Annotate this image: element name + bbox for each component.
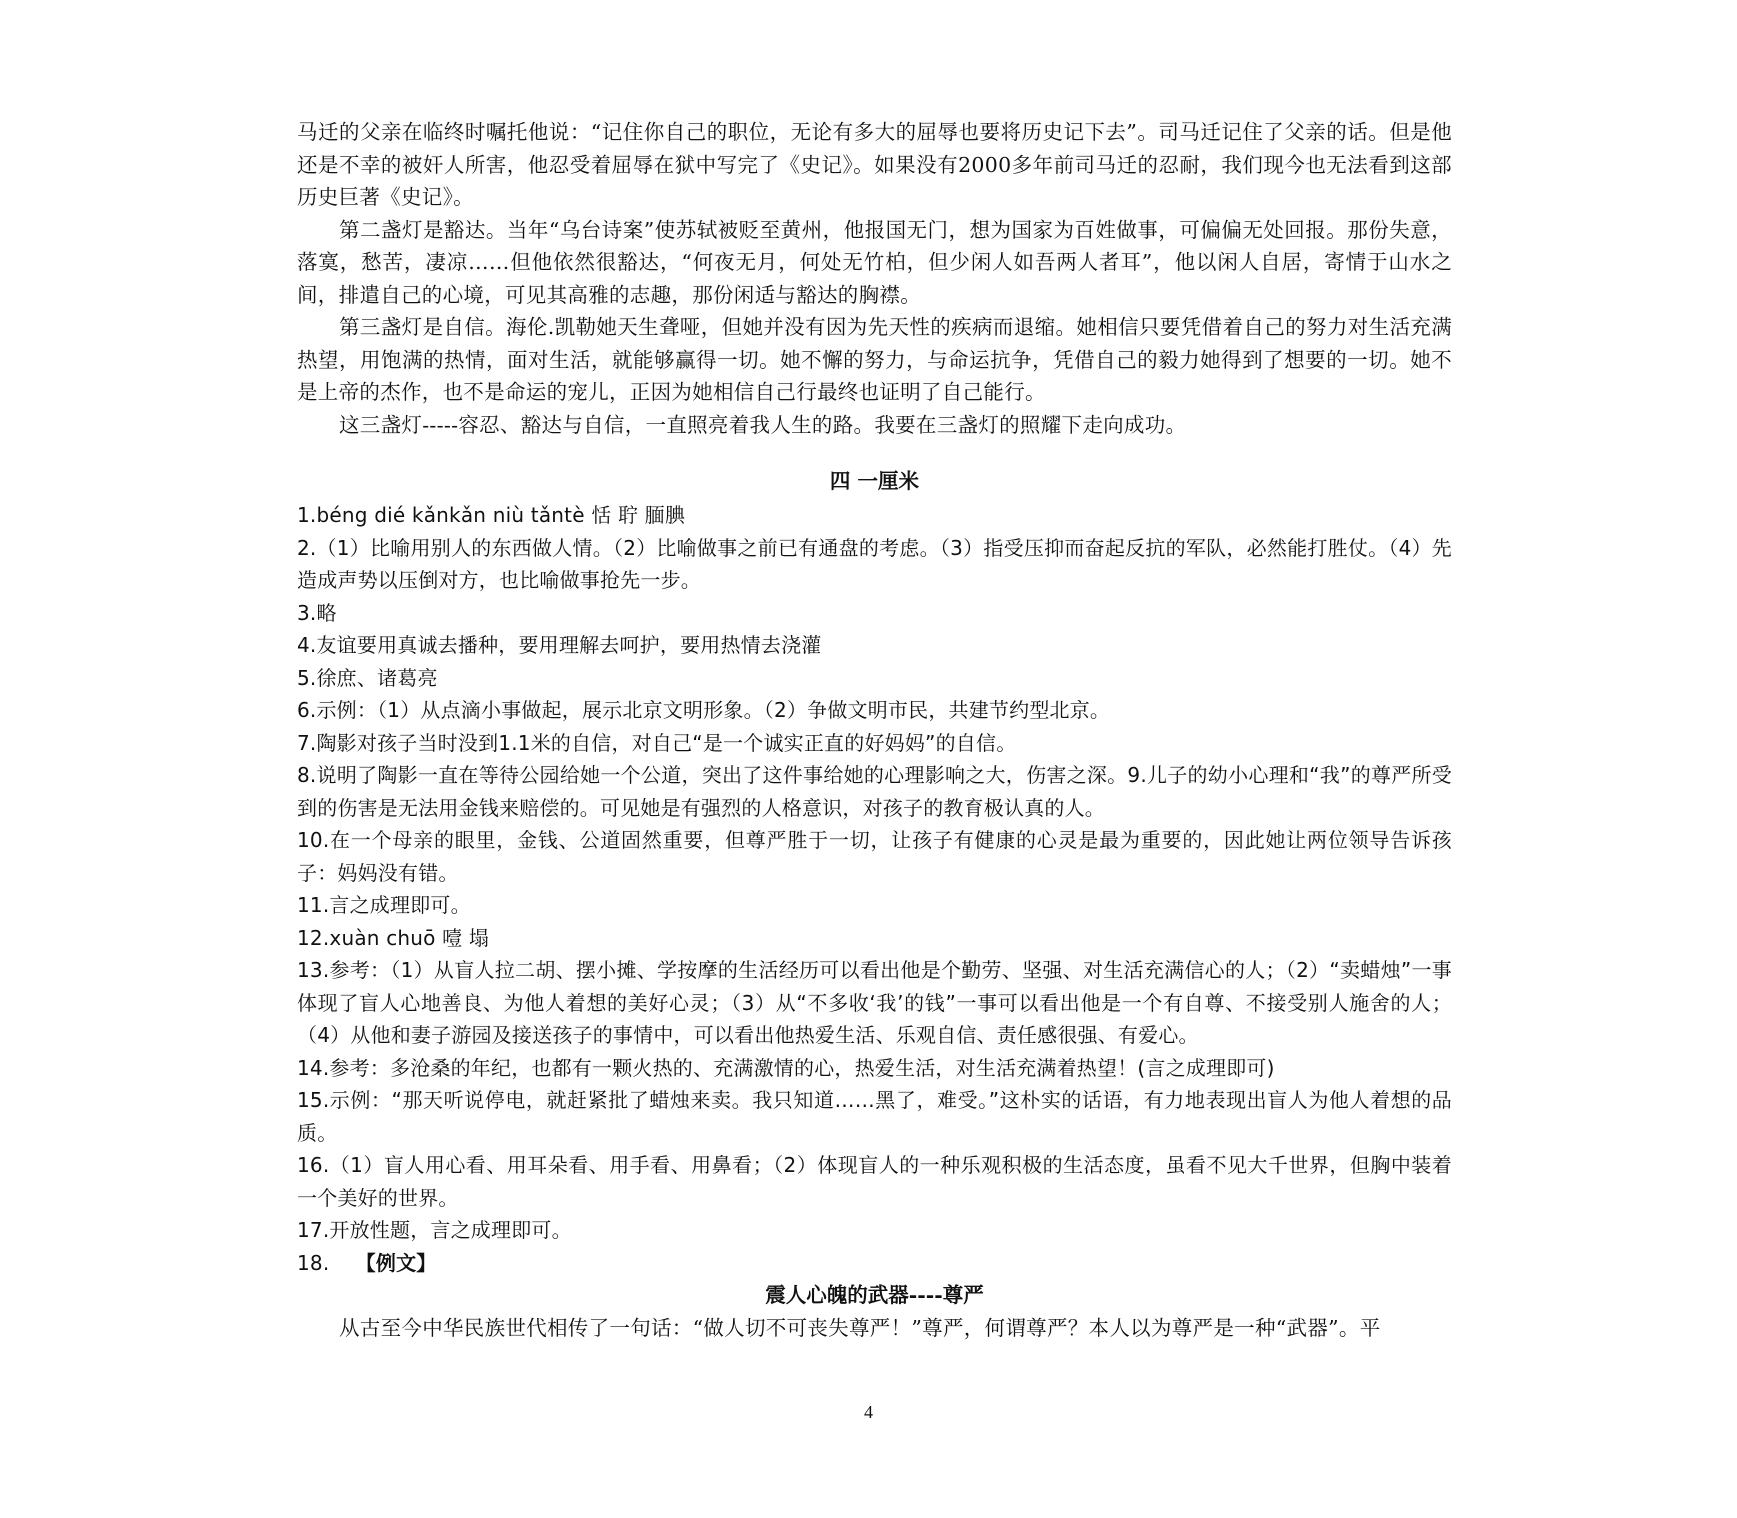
answer-10: 10.在一个母亲的眼里，金钱、公道固然重要，但尊严胜于一切，让孩子有健康的心灵是最为重要的，因此她让两位领导告诉孩子：妈妈没有错。 <box>297 828 1452 885</box>
intro-paragraph-1: 马迁的父亲在临终时嘱托他说：“记住你自己的职位，无论有多大的屈辱也要将历史记下去”。司马迁记住了父亲的话。但是他还是不幸的被奸人所害，他忍受着屈辱在狱中写完了《史记》。如果没有2000多年前司马迁的忍耐，我们现今也无法看到这部历史巨著《史记》。 <box>297 120 1452 209</box>
answer-7: 7.陶影对孩子当时没到1.1米的自信，对自己“是一个诚实正直的好妈妈”的自信。 <box>297 730 1017 755</box>
intro-paragraph-4: 这三盏灯-----容忍、豁达与自信，一直照亮着我人生的路。我要在三盏灯的照耀下走向成功。 <box>339 412 1187 437</box>
answer-3: 3.略 <box>297 600 337 625</box>
document-page <box>297 116 1452 1344</box>
answer-17: 17.开放性题，言之成理即可。 <box>297 1218 572 1242</box>
answer-list <box>297 499 1452 1279</box>
essay-title: 震人心魄的武器----尊严 <box>765 1283 984 1307</box>
page-number: 4 <box>864 1402 873 1422</box>
answer-4: 4.友谊要用真诚去播种，要用理解去呵护，要用热情去浇灌 <box>297 633 822 657</box>
intro-paragraph-3: 第三盏灯是自信。海伦.凯勒她天生聋哑，但她并没有因为先天性的疾病而退缩。她相信只要凭借着自己的努力对生活充满热望，用饱满的热情，面对生活，就能够赢得一切。她不懈的努力，与命运抗争，凭借自己的毅力她得到了想要的一切。她不是上帝的杰作，也不是命运的宠儿，正因为她相信自己行最终也证明了自己能行。 <box>297 315 1452 404</box>
section-heading: 四 一厘米 <box>829 469 920 493</box>
example-essay-tag: 【例文】 <box>355 1250 437 1275</box>
intro-paragraph-2: 第二盏灯是豁达。当年“乌台诗案”使苏轼被贬至黄州，他报国无门，想为国家为百姓做事，可偏偏无处回报。那份失意，落寞，愁苦，凄凉……但他依然很豁达，“何夜无月，何处无竹柏，但少闲人如吾两人者耳”，他以闲人自居，寄情于山水之间，排遣自己的心境，可见其高雅的志趣，那份闲适与豁达的胸襟。 <box>297 217 1452 307</box>
answer-2: 2.（1）比喻用别人的东西做人情。（2）比喻做事之前已有通盘的考虑。（3）指受压抑而奋起反抗的军队，必然能打胜仗。（4）先造成声势以压倒对方，也比喻做事抢先一步。 <box>297 535 1452 592</box>
answer-11: 11.言之成理即可。 <box>297 893 471 917</box>
essay-first-line: 从古至今中华民族世代相传了一句话：“做人切不可丧失尊严！”尊严，何谓尊严？本人以为尊严是一种“武器”。平 <box>339 1315 1381 1340</box>
answer-12: 12.xuàn chuō 噎 塌 <box>297 925 490 950</box>
answer-8-9: 8.说明了陶影一直在等待公园给她一个公道，突出了这件事给她的心理影响之大，伤害之深。9.儿子的幼小心理和“我”的尊严所受到的伤害是无法用金钱来赔偿的。可见她是有强烈的人格意识，对孩子的教育极认真的人。 <box>297 763 1452 820</box>
answer-15: 15.示例：“那天听说停电，就赶紧批了蜡烛来卖。我只知道……黑了，难受。”这朴实的话语，有力地表现出盲人为他人着想的品质。 <box>297 1088 1452 1145</box>
answer-14: 14.参考：多沧桑的年纪，也都有一颗火热的、充满激情的心，热爱生活，对生活充满着热望！(言之成理即可) <box>297 1055 1275 1080</box>
answer-6: 6.示例：（1）从点滴小事做起，展示北京文明形象。（2）争做文明市民，共建节约型北京。 <box>297 698 1111 722</box>
answer-1: 1.béng dié kǎnkǎn niù tǎntè 恬 聍 腼腆 <box>297 503 686 527</box>
answer-13: 13.参考：（1）从盲人拉二胡、摆小摊、学按摩的生活经历可以看出他是个勤劳、坚强、对生活充满信心的人；（2）“卖蜡烛”一事体现了盲人心地善良、为他人着想的美好心灵；（3）从“不多收‘我’的钱”一事可以看出他是一个有自尊、不接受别人施舍的人；（4）从他和妻子游园及接送孩子的事情中，可以看出他热爱生活、乐观自信、责任感很强、有爱心。 <box>297 958 1452 1047</box>
answer-18-number: 18. <box>297 1250 330 1275</box>
answer-18 <box>297 1247 1452 1280</box>
answer-16: 16.（1）盲人用心看、用耳朵看、用手看、用鼻看；（2）体现盲人的一种乐观积极的生活态度，虽看不见大千世界，但胸中装着一个美好的世界。 <box>297 1153 1452 1210</box>
answer-5: 5.徐庶、诸葛亮 <box>297 665 438 690</box>
intro-section <box>297 116 1452 441</box>
